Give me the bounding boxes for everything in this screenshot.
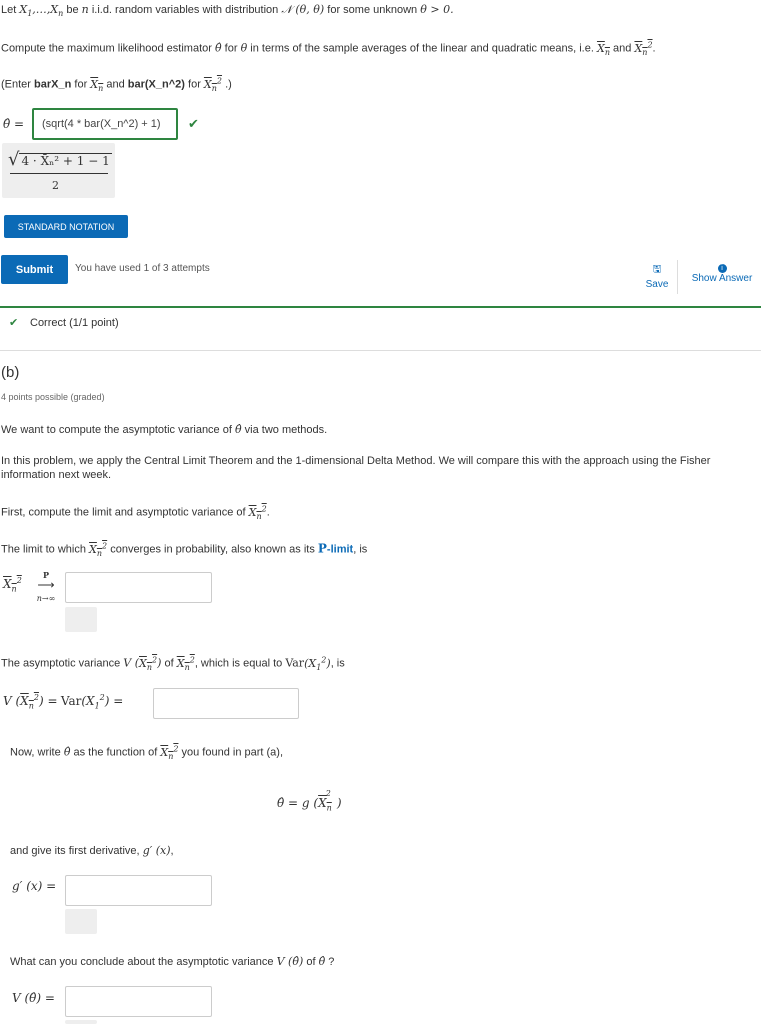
intro-line: Let $X_1,\dots,X_n$ be n i.i.d. random variables with distribution 𝒩 (θ, θ) for some unknown θ > 0. — [1, 3, 454, 19]
p4: The limit to which $X_n^2$ converges in probability, also known as its P-limit, is — [1, 541, 368, 558]
compute-line: Compute the maximum likelihood estimator θ̂ for θ in terms of the sample averages of the linear and quadratic means, i.e. $X_n$ and $X_n^2$. — [1, 40, 656, 57]
show-answer-label: Show Answer — [691, 273, 753, 284]
plimit-input[interactable] — [65, 572, 212, 603]
gprime-preview — [65, 909, 97, 934]
variance-input[interactable] — [153, 688, 299, 719]
p8: What can you conclude about the asymptotic variance V (θ̂) of θ̂ ? — [10, 955, 335, 968]
answer-input[interactable] — [32, 108, 178, 140]
save-control[interactable] — [640, 262, 674, 290]
v-label: V (θ̂) = — [12, 991, 55, 1005]
info-icon: i — [684, 262, 760, 273]
p7: and give its first derivative, g′ (x), — [10, 844, 174, 857]
answer-input-value: (sqrt(4 * bar(X_n^2) + 1) — [42, 118, 161, 130]
section-divider — [0, 350, 761, 351]
asymptotic-variance-input[interactable] — [65, 986, 212, 1017]
preview-denominator: 2 — [52, 179, 59, 192]
save-label: Save — [645, 279, 669, 290]
p6: Now, write θ̂ as the function of $X_n^2$ you found in part (a), — [10, 744, 284, 761]
v-preview — [65, 1020, 97, 1024]
correct-divider — [0, 306, 761, 308]
answer-label: θ̂ = — [3, 117, 25, 131]
p1: We want to compute the asymptotic variance of θ̂ via two methods. — [1, 423, 328, 436]
points-possible: 4 points possible (graded) — [1, 392, 105, 402]
enter-instructions: (Enter barX_n for $X_n$ and bar(X_n^2) for $X_n^2$ .) — [1, 76, 232, 93]
preview-numerator: 4 · X̄ₙ² + 1 − 1 — [21, 154, 110, 168]
submit-button[interactable]: Submit — [1, 255, 68, 284]
plimit-expression: $X_n^2$ P ⟶ n→∞ — [3, 570, 56, 603]
p3: First, compute the limit and asymptotic variance of $X_n^2$. — [1, 504, 270, 521]
correct-status: Correct (1/1 point) — [30, 317, 119, 329]
plimit-preview — [65, 607, 97, 632]
part-b-heading: (b) — [1, 364, 20, 381]
variance-expression: V $(X_n^2) = Var(X_1^2)$ = — [3, 693, 124, 711]
save-icon: 🖫 — [652, 264, 662, 275]
standard-notation-button[interactable]: STANDARD NOTATION — [4, 215, 128, 238]
p2: In this problem, we apply the Central Limit Theorem and the 1-dimensional Delta Method. We will compare this with the approach using the Fisher information next week. — [1, 455, 711, 481]
p5: The asymptotic variance V $(X_n^2)$ of $X_n^2$, which is equal to $Var(X_1^2)$, is — [1, 655, 345, 672]
show-answer-control[interactable] — [684, 262, 760, 284]
g-equation: θ̂ = g $(X_n^2)$ — [277, 789, 342, 813]
gprime-label: g′ (x) = — [12, 879, 57, 893]
correct-check-icon: ✔ — [9, 316, 19, 329]
math-preview: √ 4 · X̄ₙ² + 1 − 1 2 — [2, 143, 115, 198]
attempts-text: You have used 1 of 3 attempts — [75, 263, 210, 274]
check-icon: ✔ — [188, 117, 199, 132]
gprime-input[interactable] — [65, 875, 212, 906]
